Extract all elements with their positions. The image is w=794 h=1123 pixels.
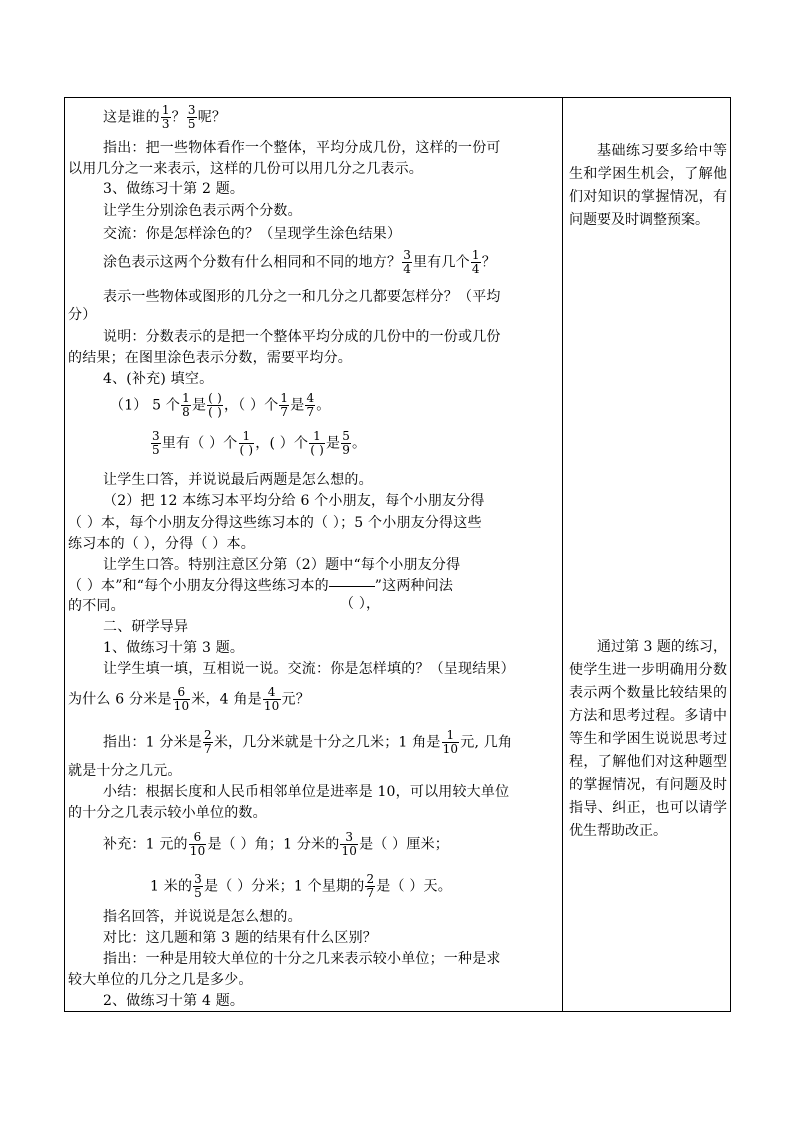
- fraction: [442, 729, 460, 756]
- text-line: 指出：一种是用较大单位的十分之几来表示较小单位；一种是求: [103, 951, 501, 967]
- teaching-note: [569, 636, 727, 843]
- text-segment: 是（ ）厘米；: [359, 836, 449, 853]
- denominator: 7: [280, 405, 289, 419]
- text-segment: 是（ ）角；1 分米的: [207, 836, 340, 853]
- text-segment: 。: [316, 397, 331, 414]
- answer-blank: [329, 586, 375, 587]
- denominator: 10: [442, 742, 459, 756]
- denominator: 3: [161, 117, 170, 131]
- text-line: 4、(补充) 填空。: [103, 371, 214, 387]
- denominator: 5: [194, 886, 203, 900]
- fraction: [207, 392, 223, 419]
- numerator: ( ): [208, 391, 222, 405]
- fraction: [181, 392, 191, 419]
- text-line: 让学生口答，并说说最后两题是怎么想的。: [103, 472, 373, 488]
- fraction: [193, 873, 203, 900]
- text-line: 1、做练习十第 3 题。: [103, 640, 245, 656]
- numerator: 3: [403, 248, 412, 262]
- text-segment: 米，4 角是: [191, 691, 262, 708]
- text-segment: 涂色表示这两个分数有什么相同和不同的地方？: [103, 254, 402, 271]
- teaching-note: [569, 140, 727, 232]
- text-segment: 是（ ）天。: [376, 878, 452, 895]
- numerator: 1: [182, 391, 190, 405]
- text-segment: 里有（ ）个: [161, 435, 238, 452]
- denominator: 4: [403, 262, 412, 276]
- denominator: 8: [182, 405, 190, 419]
- text-segment: 。: [352, 435, 367, 452]
- text-line: [68, 578, 453, 594]
- numerator: 2: [203, 728, 212, 742]
- text-line: 说明：分数表示的是把一个整体平均分成的几份中的一份或几份: [103, 329, 501, 345]
- note-text: 通过第 3 题的练习，使学生进一步明确用分数表示两个数量比较结果的方法和思考过程。多请中等生和学困生说说思考过程，了解他们对这种题型的掌握情况，有问题及时指导、纠正，也可以请学优生帮助改正。: [569, 639, 727, 839]
- text-segment: 是（ ）分米；1 个星期的: [204, 878, 365, 895]
- text-segment: 呢？: [197, 109, 227, 126]
- text-line: 指名回答，并说说是怎么想的。: [103, 909, 302, 925]
- text-segment: ，( ）个: [255, 435, 309, 452]
- text-line: 分）: [68, 307, 97, 323]
- denominator: 10: [341, 844, 358, 858]
- text-segment: 是: [191, 397, 207, 414]
- denominator: ( ): [208, 405, 222, 419]
- numerator: 3: [194, 872, 203, 886]
- denominator: 10: [189, 844, 206, 858]
- text-segment: ”这两种问法: [374, 578, 454, 594]
- text-line: [103, 831, 449, 858]
- fraction: [279, 392, 289, 419]
- numerator: 1: [442, 729, 460, 743]
- denominator: 9: [342, 443, 351, 457]
- numerator: 1: [161, 103, 170, 117]
- text-line: [103, 104, 226, 131]
- numerator: 3: [340, 831, 358, 845]
- text-line: 的结果；在图里涂色表示分数，需要平均分。: [68, 350, 352, 366]
- denominator: ( ): [310, 443, 324, 457]
- text-line: 3、做练习十第 2 题。: [103, 181, 245, 197]
- text-segment: 补充：1 元的: [103, 836, 188, 853]
- fraction: [203, 729, 213, 756]
- text-segment: （ ）本”和“每个小朋友分得这些练习本的: [68, 578, 329, 594]
- numerator: 2: [366, 872, 375, 886]
- text-line: 较大单位的几分之几是多少。: [68, 972, 253, 988]
- fraction: [305, 392, 315, 419]
- text-segment: 1 米的: [150, 878, 193, 895]
- text-segment: 这是谁的: [103, 109, 160, 126]
- text-segment: 是: [325, 435, 341, 452]
- column-divider: [562, 97, 563, 1012]
- fraction: [187, 104, 197, 131]
- text-line: [110, 392, 331, 419]
- fraction: [365, 873, 375, 900]
- numerator: 3: [152, 429, 160, 443]
- denominator: 5: [152, 443, 160, 457]
- text-segment: ？: [481, 254, 496, 271]
- text-line: 小结：根据长度和人民币相邻单位是进率是 10，可以用较大单位: [103, 784, 510, 800]
- text-line: 指出：把一些物体看作一个整体，平均分成几份，这样的一份可: [103, 140, 501, 156]
- text-line: 以用几分之一来表示，这样的几份可以用几分之几表示。: [68, 161, 423, 177]
- denominator: 7: [306, 405, 315, 419]
- numerator: 6: [189, 831, 207, 845]
- fraction: [341, 430, 351, 457]
- fraction: [471, 249, 481, 276]
- text-line: （ ）本，每个小朋友分得这些练习本的（ ）；5 个小朋友分得这些: [68, 515, 482, 531]
- text-segment: 元？: [281, 691, 310, 708]
- text-line: 就是十分之几元。: [68, 763, 182, 779]
- fraction: [402, 249, 412, 276]
- text-line: （ ），: [340, 596, 381, 612]
- numerator: 1: [471, 248, 480, 262]
- text-line: [150, 430, 366, 457]
- text-line: 对比：这几题和第 3 题的结果有什么区别？: [103, 930, 378, 946]
- denominator: ( ): [239, 443, 254, 457]
- text-line: （2）把 12 本练习本平均分给 6 个小朋友，每个小朋友分得: [103, 493, 485, 509]
- fraction: [239, 430, 255, 457]
- denominator: 10: [263, 699, 280, 713]
- fraction: [189, 831, 207, 858]
- text-line: [68, 686, 310, 713]
- fraction: [173, 686, 191, 713]
- text-line: [103, 249, 496, 276]
- text-segment: 指出：1 分米是: [103, 734, 202, 751]
- numerator: 5: [342, 429, 351, 443]
- numerator: 4: [306, 391, 315, 405]
- denominator: 4: [471, 262, 480, 276]
- numerator: 6: [173, 686, 191, 700]
- fraction: [340, 831, 358, 858]
- text-segment: 是: [290, 397, 305, 414]
- text-line: 让学生填一填，互相说一说。交流：你是怎样填的？（呈现结果）: [103, 661, 515, 677]
- note-text: 基础练习要多给中等生和学困生机会，了解他们对知识的掌握情况，有问题要及时调整预案。: [569, 143, 727, 228]
- fraction: [161, 104, 171, 131]
- denominator: 5: [187, 117, 196, 131]
- numerator: 3: [187, 103, 196, 117]
- text-line: [103, 729, 512, 756]
- text-line: 让学生口答。特别注意区分第（2）题中“每个小朋友分得: [103, 557, 461, 573]
- text-segment: 元, 几角: [460, 734, 513, 751]
- numerator: 1: [239, 430, 255, 444]
- text-line: 交流：你是怎样涂色的？（呈现学生涂色结果）: [103, 226, 402, 242]
- numerator: 1: [309, 430, 325, 444]
- text-line: 练习本的（ ），分得（ ）本。: [68, 536, 255, 552]
- text-line: 表示一些物体或图形的几分之一和几分之几都要怎样分？（平均: [103, 289, 501, 305]
- text-line: 2、做练习十第 4 题。: [103, 993, 245, 1009]
- text-segment: 为什么 6 分米是: [68, 691, 172, 708]
- fraction: [263, 686, 281, 713]
- text-segment: 里有几个: [413, 254, 470, 271]
- numerator: 1: [280, 391, 289, 405]
- denominator: 7: [366, 886, 375, 900]
- text-line: 让学生分别涂色表示两个分数。: [103, 203, 302, 219]
- numerator: 4: [263, 686, 281, 700]
- section-heading: 二、研学导异: [103, 619, 189, 635]
- text-line: [150, 873, 452, 900]
- denominator: 10: [173, 699, 190, 713]
- fraction: [309, 430, 325, 457]
- text-segment: （1） 5 个: [110, 397, 181, 414]
- text-segment: 米，几分米就是十分之几米；1 角是: [213, 734, 441, 751]
- text-segment: ，（ ）个: [223, 397, 279, 414]
- text-segment: ？: [171, 109, 186, 126]
- fraction: [151, 430, 161, 457]
- text-line: 的不同。: [68, 598, 125, 614]
- denominator: 7: [203, 742, 212, 756]
- text-line: 的十分之几表示较小单位的数。: [68, 805, 267, 821]
